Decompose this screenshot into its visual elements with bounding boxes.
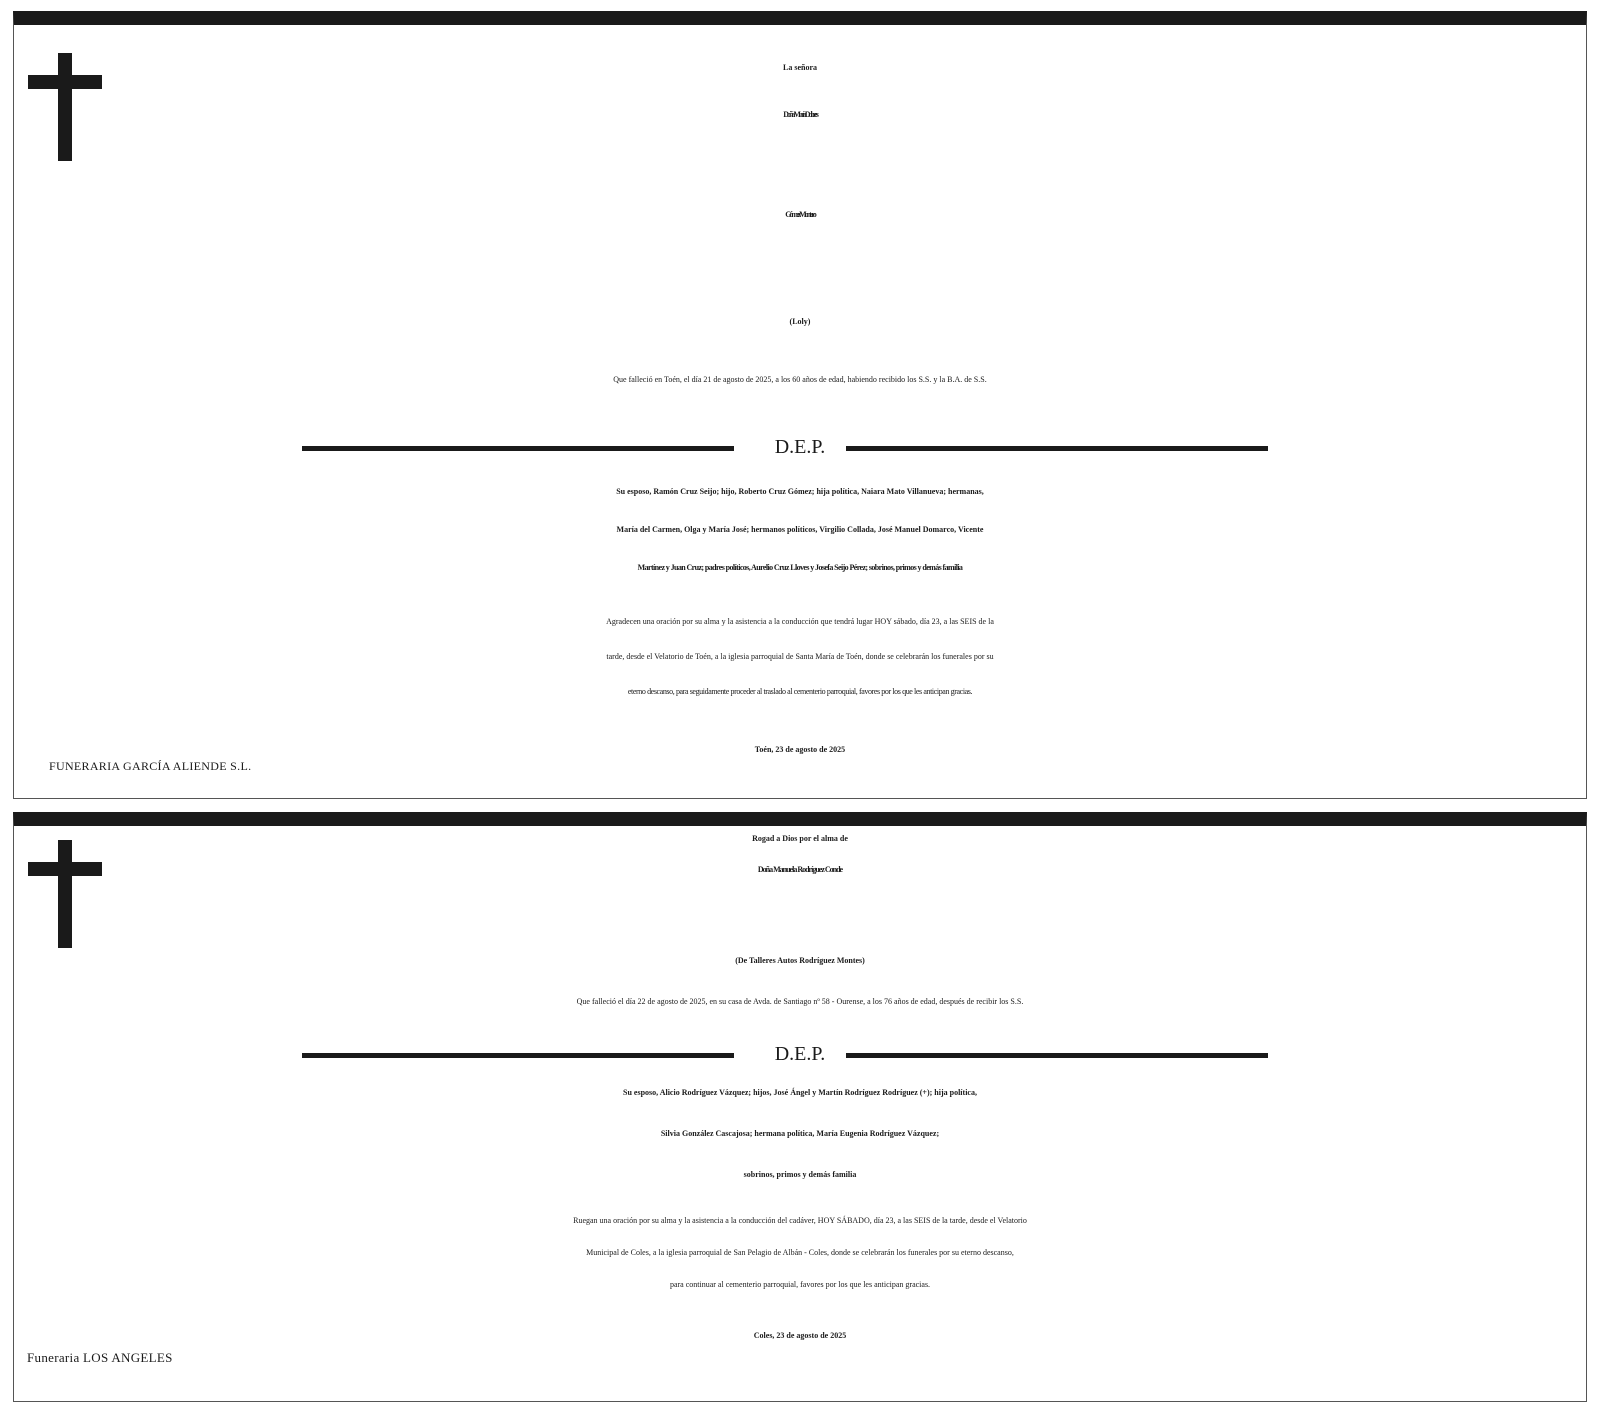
place-date: Toén, 23 de agosto de 2025 — [754, 745, 846, 754]
death-info: Que falleció el día 22 de agosto de 2025, en su casa de Avda. de Santiago nº 58 - Ourense, a los 76 años de edad, después de recibir los S.S. — [576, 997, 1024, 1006]
dep-divider — [14, 436, 1586, 460]
cross-icon — [28, 840, 102, 948]
place-date: Coles, 23 de agosto de 2025 — [753, 1331, 847, 1340]
service-line: para continuar al cementerio parroquial, favores por los que les anticipan gracias. — [669, 1280, 931, 1289]
dep-label: D.E.P. — [774, 436, 826, 458]
family-line: Su esposo, Ramón Cruz Seijo; hijo, Roberto Cruz Gómez; hija política, Naiara Mato Villanueva; hermanas, — [616, 487, 984, 496]
intro-text: La señora — [783, 63, 817, 72]
service-line: tarde, desde el Velatorio de Toén, a la iglesia parroquial de Santa María de Toén, donde se celebrarán los funerales por su — [606, 652, 994, 661]
deceased-name-line-2: Gómez Montero — [785, 210, 815, 219]
funeral-home-name: Funeraria LOS ANGELES — [27, 1350, 173, 1365]
service-line: Ruegan una oración por su alma y la asistencia a la conducción del cadáver, HOY SÁBADO, día 23, a las SEIS de la tarde, desde el Velatorio — [573, 1216, 1027, 1225]
nickname: (Loly) — [789, 317, 811, 326]
family-line: sobrinos, primos y demás familia — [743, 1170, 857, 1179]
family-line: Silvia González Cascajosa; hermana política, María Eugenia Rodríguez Vázquez; — [660, 1129, 940, 1138]
death-info: Que falleció en Toén, el día 21 de agosto de 2025, a los 60 años de edad, habiendo recibido los S.S. y la B.A. de S.S. — [613, 375, 987, 384]
subtitle: (De Talleres Autos Rodríguez Montes) — [735, 956, 865, 965]
dep-label: D.E.P. — [774, 1043, 826, 1065]
intro-text: Rogad a Dios por el alma de — [752, 834, 848, 843]
funeral-home-name: FUNERARIA GARCÍA ALIENDE S.L. — [49, 759, 252, 773]
obituary-notice-2 — [13, 812, 1587, 1402]
deceased-name-line-1: Doña María Dolores — [783, 110, 817, 119]
service-line: Municipal de Coles, a la iglesia parroquial de San Pelagio de Albán - Coles, donde se celebrarán los funerales por su eterno descanso, — [586, 1248, 1014, 1257]
family-line: María del Carmen, Olga y María José; hermanos políticos, Virgilio Collada, José Manuel Domarco, Vicente — [616, 525, 984, 534]
family-line: Martínez y Juan Cruz; padres políticos, Aurelio Cruz Lloves y Josefa Seijo Pérez; sobrinos, primos y demás familia — [637, 563, 963, 572]
dep-divider — [14, 1043, 1586, 1067]
obituary-notice-1 — [13, 11, 1587, 799]
service-line: Agradecen una oración por su alma y la asistencia a la conducción que tendrá lugar HOY sábado, día 23, a las SEIS de la — [606, 617, 994, 626]
service-line: eterno descanso, para seguidamente proceder al traslado al cementerio parroquial, favores por los que les anticipan gracias. — [627, 687, 973, 696]
family-line: Su esposo, Alicio Rodríguez Vázquez; hijos, José Ángel y Martín Rodríguez Rodríguez (+); hija política, — [623, 1088, 977, 1097]
deceased-name: Doña Manuela Rodríguez Conde — [757, 865, 843, 874]
